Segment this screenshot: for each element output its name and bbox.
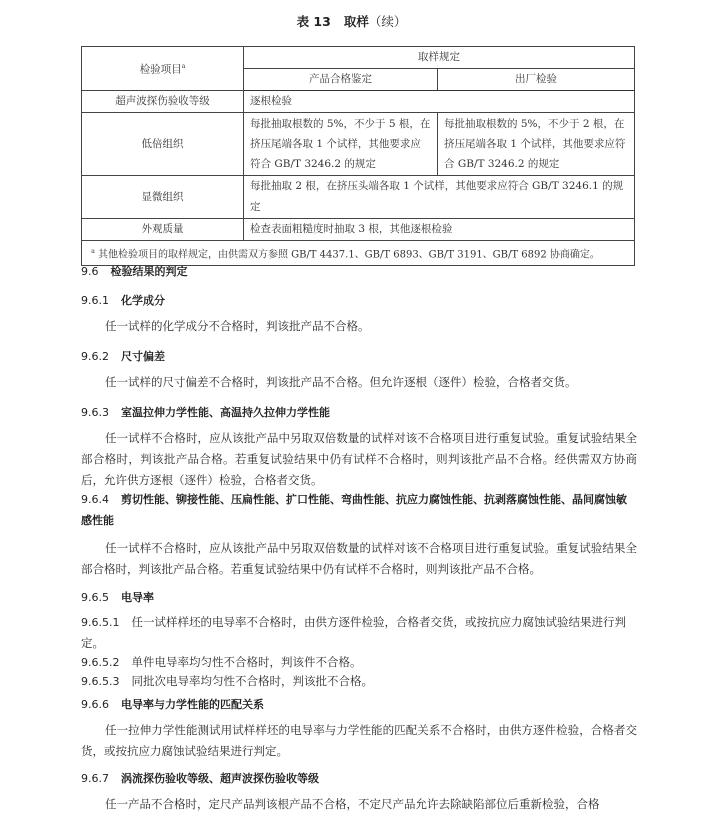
clause-9-6-5-1: 9.6.5.1 任一试样样坯的电导率不合格时，由供方逐件检验，合格者交货，或按抗应力腐蚀试验结果进行判定。	[81, 615, 626, 650]
table-row	[82, 176, 635, 219]
row-rule: 逐根检验	[244, 91, 635, 113]
paragraph-9-6-4: 任一试样不合格时，应从该批产品中另取双倍数量的试样对该不合格项目进行重复试验。重复试验结果全部合格时，判该批产品合格。若重复试验结果中仍有试样不合格时，则判该批产品不合格。	[81, 541, 637, 576]
footnote-mark: a	[181, 63, 186, 71]
row-item: 显微组织	[82, 176, 244, 219]
section-heading-9-6-5: 9.6.5 电导率	[81, 591, 154, 604]
header-qualification: 产品合格鉴定	[244, 69, 438, 91]
row-rule-factory: 每批抽取根数的 5%，不少于 2 根，在挤压尾端各取 1 个试样，其他要求应符合 GB/T 3246.2 的规定	[438, 113, 635, 176]
table-title: 取样	[343, 14, 369, 29]
footnote-mark: a	[91, 248, 95, 255]
row-rule-qualification: 每批抽取根数的 5%，不少于 5 根，在挤压尾端各取 1 个试样，其他要求应符合 GB/T 3246.2 的规定	[244, 113, 438, 176]
sampling-table	[81, 46, 635, 266]
table-row	[82, 91, 635, 113]
section-heading-9-6-7: 9.6.7 涡流探伤验收等级、超声波探伤验收等级	[81, 772, 319, 785]
table-caption	[0, 12, 703, 30]
paragraph-9-6-1: 任一试样的化学成分不合格时，判该批产品不合格。	[105, 319, 370, 333]
section-heading-9-6-3: 9.6.3 室温拉伸力学性能、高温持久拉伸力学性能	[81, 406, 330, 419]
clause-9-6-5-2: 9.6.5.2 单件电导率均匀性不合格时，判该件不合格。	[81, 655, 362, 669]
paragraph-9-6-3: 任一试样不合格时，应从该批产品中另取双倍数量的试样对该不合格项目进行重复试验。重复试验结果全部合格时，判该批产品合格。若重复试验结果中仍有试样不合格时，则判该批产品不合格。经供需双方协商后，允许供方逐根（逐件）检验，合格者交货。	[81, 431, 637, 487]
table-footnote: $^a$ 其他检验项目的取样规定，由供需双方参照 GB/T 4437.1、GB/T 6893、GB/T 3191、GB/T 6892 协商确定。	[82, 241, 635, 266]
row-rule: 每批抽取 2 根，在挤压头端各取 1 个试样，其他要求应符合 GB/T 3246.1 的规定	[244, 176, 635, 219]
section-heading-9-6-6: 9.6.6 电导率与力学性能的匹配关系	[81, 698, 264, 711]
header-sampling-rule: 取样规定	[244, 47, 635, 69]
table-number: 表 13	[296, 14, 331, 29]
row-item: 超声波探伤验收等级	[82, 91, 244, 113]
table-row	[82, 219, 635, 241]
row-item: 外观质量	[82, 219, 244, 241]
table-row	[82, 113, 635, 176]
clause-9-6-5-3: 9.6.5.3 同批次电导率均匀性不合格时，判该批不合格。	[81, 674, 373, 688]
paragraph-9-6-7: 任一产品不合格时，定尺产品判该根产品不合格，不定尺产品允许去除缺陷部位后重新检验，合格	[105, 797, 600, 811]
section-heading-9-6-1: 9.6.1 化学成分	[81, 294, 165, 307]
paragraph-9-6-2: 任一试样的尺寸偏差不合格时，判该批产品不合格。但允许逐根（逐件）检验，合格者交货。	[105, 375, 577, 389]
paragraph-9-6-6: 任一拉伸力学性能测试用试样样坯的电导率与力学性能的匹配关系不合格时，由供方逐件检验，合格者交货，或按抗应力腐蚀试验结果进行判定。	[81, 723, 637, 758]
section-heading-9-6-2: 9.6.2 尺寸偏差	[81, 350, 165, 363]
row-rule: 检查表面粗糙度时抽取 3 根，其他逐根检验	[244, 219, 635, 241]
table-continued: （续）	[368, 14, 407, 29]
table-header-row	[82, 47, 635, 69]
section-heading-9-6-4: 9.6.4 剪切性能、铆接性能、压扁性能、扩口性能、弯曲性能、抗应力腐蚀性能、抗剥落腐蚀性能、晶间腐蚀敏感性能	[81, 493, 627, 527]
row-item: 低倍组织	[82, 113, 244, 176]
header-inspection-item: 检验项目$^a$	[82, 47, 244, 91]
header-factory: 出厂检验	[438, 69, 635, 91]
section-heading-9-6: 9.6 检验结果的判定	[81, 265, 188, 278]
